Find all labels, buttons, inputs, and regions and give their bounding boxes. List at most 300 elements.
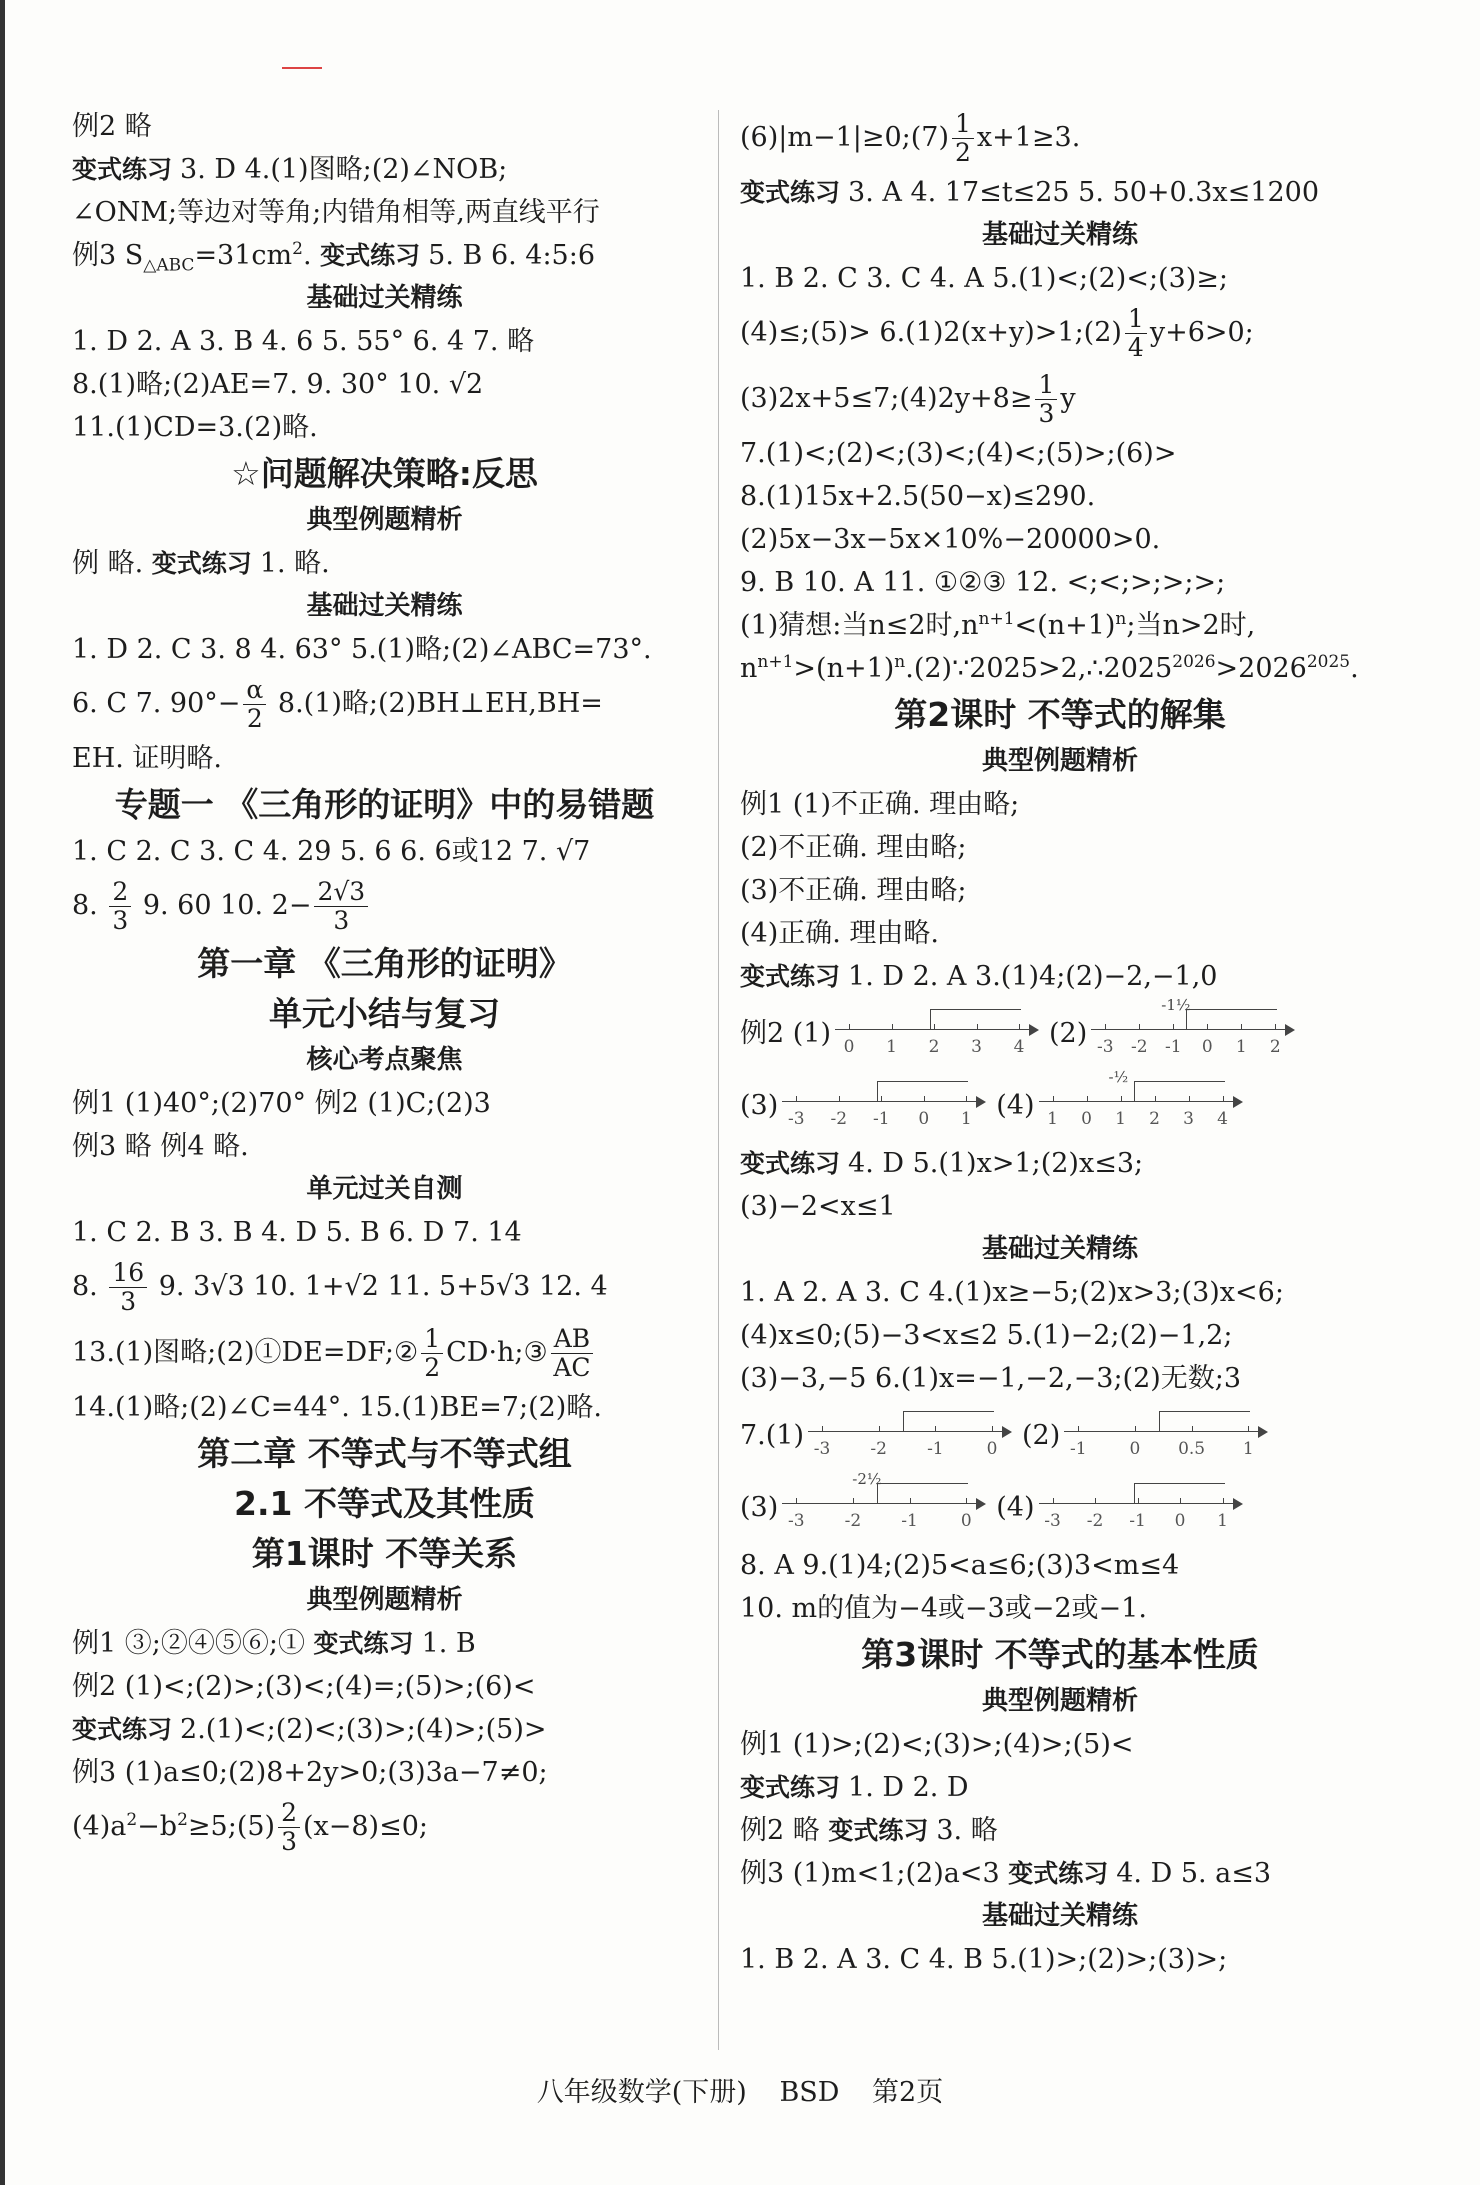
tick-mark (853, 1498, 854, 1504)
answer-line (740, 1067, 1380, 1142)
tick-mark (1139, 1024, 1140, 1030)
answer-text: 第2课时 不等式的解集 (894, 695, 1226, 734)
answer-text: 例3 (1)a≤0;(2)8+2y>0;(3)3a−7≠0; (72, 1757, 548, 1788)
tick-label: 0 (986, 1438, 998, 1459)
answer-text: 9. B 10. A 11. ①②③ 12. <;<;>;>;>; (740, 567, 1226, 598)
answer-line (72, 1320, 697, 1386)
answer-text: 1. D 2. A 3.(1)4;(2)−2,−1,0 (848, 961, 1218, 992)
answer-text: (4)a (72, 1811, 127, 1842)
exercise-label: 变式练习 (320, 241, 421, 270)
answer-text: 1. 略. (259, 548, 330, 579)
tick-label: 1 (960, 1108, 972, 1129)
exercise-label: 变式练习 (313, 1629, 414, 1658)
subsection-heading (740, 1895, 1380, 1938)
answer-text: <(n+1) (1014, 610, 1116, 641)
answer-text: >(n+1) (793, 653, 895, 684)
answer-text: . (1350, 653, 1359, 684)
answer-line (740, 432, 1380, 475)
denominator: 3 (281, 1827, 297, 1856)
answer-text: 1. B (421, 1628, 476, 1659)
fraction (109, 1259, 147, 1316)
answer-text: 例3 略 例4 略. (72, 1131, 249, 1162)
answer-text: (3)−2<x≤1 (740, 1191, 896, 1222)
arrow-icon (1233, 1498, 1243, 1510)
tick-label: 0 (1201, 1036, 1213, 1057)
number-line (1039, 1477, 1239, 1541)
answer-text: 8. (72, 890, 107, 921)
subsection-heading (740, 214, 1380, 257)
footer-edition: BSD (779, 2077, 840, 2108)
tick-label: -2 (844, 1510, 862, 1531)
answer-text: 2.1 不等式及其性质 (234, 1484, 535, 1523)
answer-text: 例2 略 (72, 111, 152, 142)
subsection-heading (72, 499, 697, 542)
answer-line (72, 191, 697, 234)
tick-label: 1 (1047, 1108, 1058, 1129)
answer-line (72, 671, 697, 737)
tick-label: -3 (787, 1108, 805, 1129)
tick-mark (822, 1426, 823, 1432)
exercise-label: 变式练习 (72, 1715, 173, 1744)
section-heading (72, 1429, 697, 1479)
tick-label: 0 (1081, 1108, 1092, 1129)
answer-line (740, 518, 1380, 561)
numerator: 2√3 (314, 878, 368, 907)
answer-line (740, 1852, 1380, 1895)
superscript: n+1 (978, 609, 1015, 629)
answer-text: 4. D 5.(1)x>1;(2)x≤3; (848, 1148, 1144, 1179)
tick-label: 0 (1174, 1510, 1186, 1531)
answer-line (740, 257, 1380, 300)
subsection-heading (72, 1168, 697, 1211)
fraction (1035, 371, 1057, 428)
tick-label: 2 (1269, 1036, 1281, 1057)
number-line (782, 1075, 982, 1139)
answer-text: 典型例题精析 (981, 1686, 1138, 1716)
answer-line (740, 604, 1380, 647)
answer-text: 例2 略 (740, 1815, 829, 1846)
answer-text: .(2)∵2025>2,∴2025 (905, 653, 1173, 684)
answer-text: y (1060, 383, 1076, 414)
number-line (1039, 1067, 1239, 1139)
tick-label: 0 (960, 1510, 972, 1531)
answer-text: 例3 S (72, 240, 144, 271)
answer-text: 基础过关精练 (306, 591, 463, 621)
answer-text: 6. C 7. 90°− (72, 688, 241, 719)
answer-line (740, 1400, 1380, 1472)
answer-line (72, 1794, 697, 1860)
tick-label: -1 (872, 1108, 890, 1129)
answer-line (740, 171, 1380, 214)
answer-line (72, 1665, 697, 1708)
answer-line (740, 1185, 1380, 1228)
answer-text: ∠ONM;等边对等角;内错角相等,两直线平行 (72, 197, 600, 228)
exercise-label: 变式练习 (740, 178, 841, 207)
tick-label: -1 (901, 1510, 918, 1531)
section-heading (740, 1630, 1380, 1680)
solution-bracket (877, 1081, 968, 1102)
answer-line (72, 1751, 697, 1794)
column-divider (718, 110, 719, 2050)
subsection-heading (740, 740, 1380, 783)
solution-bracket (1134, 1483, 1225, 1504)
superscript: 2 (292, 239, 303, 259)
solution-bracket (877, 1483, 968, 1504)
answer-line (740, 105, 1380, 171)
answer-line (72, 1254, 697, 1320)
tick-label: -2 (1086, 1510, 1104, 1531)
subsection-heading (72, 1039, 697, 1082)
tick-mark (1087, 1096, 1088, 1102)
tick-mark (1121, 1096, 1122, 1102)
arrow-icon (1029, 1024, 1039, 1036)
tick-label: -2 (1130, 1036, 1148, 1057)
tick-label: 1 (1235, 1036, 1247, 1057)
tick-label: 2 (928, 1036, 940, 1057)
tick-label: -1 (927, 1438, 944, 1459)
answer-text: x+1≥3. (976, 122, 1081, 153)
page-footer (0, 2070, 1480, 2109)
answer-text: 8.(1)15x+2.5(50−x)≤290. (740, 481, 1096, 512)
number-line (782, 1469, 982, 1541)
section-heading (72, 939, 697, 989)
answer-line (740, 300, 1380, 366)
answer-line (740, 1938, 1380, 1981)
answer-text: 1. A 2. A 3. C 4.(1)x≥−5;(2)x>3;(3)x<6; (740, 1277, 1284, 1308)
subscript: △ABC (143, 255, 195, 276)
subsection-heading (72, 1579, 697, 1622)
answer-line (72, 148, 697, 191)
numerator: 1 (1125, 305, 1147, 334)
answer-text: 7.(1) (740, 1420, 805, 1451)
solution-bracket (1186, 1009, 1277, 1030)
answer-text: −b (137, 1811, 178, 1842)
answer-text: 9. 60 10. 2− (134, 890, 312, 921)
denominator: 3 (1038, 399, 1055, 428)
tick-label: -2 (870, 1438, 887, 1459)
answer-text: (4)≤;(5)> 6.(1)2(x+y)>1;(2) (740, 317, 1122, 348)
tick-mark (796, 1096, 797, 1102)
superscript: 2 (177, 1810, 188, 1830)
answer-line (740, 869, 1380, 912)
answer-text: (3) (740, 1090, 779, 1121)
answer-text: 5. B 6. 4:5:6 (428, 240, 596, 271)
answer-line (72, 737, 697, 780)
solution-bracket (903, 1411, 994, 1432)
answer-text: 例1 (1)不正确. 理由略; (740, 789, 1020, 820)
answer-text: 13.(1)图略;(2)①DE=DF;② (72, 1337, 419, 1368)
number-line (835, 1003, 1035, 1067)
answer-text: 基础过关精练 (981, 1901, 1138, 1931)
answer-text: 11.(1)CD=3.(2)略. (72, 412, 318, 443)
fraction (109, 878, 131, 935)
tick-mark (849, 1024, 850, 1030)
numerator: 16 (109, 1259, 147, 1288)
denominator: 2 (424, 1353, 441, 1382)
right-column (740, 105, 1380, 1981)
superscript: n (894, 652, 906, 672)
arrow-icon (1233, 1096, 1243, 1108)
page-edge (0, 0, 5, 2185)
answer-line (72, 542, 697, 585)
answer-text: 1. D 2. D (848, 1772, 969, 1803)
fraction (278, 1799, 300, 1856)
subsection-heading (740, 1228, 1380, 1271)
denominator: 2 (246, 704, 263, 733)
answer-text: CD·h;③ (446, 1337, 548, 1368)
answer-text: n (740, 653, 758, 684)
answer-text: 8. A 9.(1)4;(2)5<a≤6;(3)3<m≤4 (740, 1550, 1180, 1581)
solution-bracket (930, 1009, 1021, 1030)
answer-text: 基础过关精练 (981, 1234, 1138, 1264)
tick-label: 1 (1115, 1108, 1126, 1129)
number-line (1091, 995, 1291, 1067)
number-line-annotation: -1½ (1161, 995, 1191, 1014)
number-line-annotation: -2½ (852, 1469, 882, 1488)
answer-text: 7.(1)<;(2)<;(3)<;(4)<;(5)>;(6)> (740, 438, 1177, 469)
section-heading (72, 989, 697, 1039)
subsection-heading (72, 277, 697, 320)
answer-text: 例2 (1)<;(2)>;(3)<;(4)=;(5)>;(6)< (72, 1671, 536, 1702)
answer-line (72, 1622, 697, 1665)
answer-text: (4)x≤0;(5)−3<x≤2 5.(1)−2;(2)−1,2; (740, 1320, 1233, 1351)
footer-subject: 八年级数学(下册) (536, 2077, 747, 2108)
answer-line (740, 1271, 1380, 1314)
answer-text: ≥5;(5) (187, 1811, 276, 1842)
section-heading (72, 1479, 697, 1529)
footer-page-number: 第2页 (872, 2077, 944, 2108)
numerator: AB (551, 1325, 593, 1354)
fraction (243, 676, 266, 733)
exercise-label: 变式练习 (740, 1773, 841, 1802)
exercise-label: 变式练习 (828, 1816, 929, 1845)
numerator: 1 (421, 1325, 443, 1354)
answer-line (740, 955, 1380, 998)
answer-text: 例1 (1)>;(2)<;(3)>;(4)>;(5)< (740, 1729, 1134, 1760)
fraction (314, 878, 368, 935)
answer-text: 10. m的值为−4或−3或−2或−1. (740, 1593, 1147, 1624)
answer-line (740, 1723, 1380, 1766)
answer-text: (4)正确. 理由略. (740, 918, 939, 949)
tick-label: -1 (1164, 1036, 1182, 1057)
answer-text: =31cm (194, 240, 293, 271)
answer-text: 8.(1)略;(2)AE=7. 9. 30° 10. √2 (72, 369, 484, 400)
section-heading (72, 449, 697, 499)
superscript: n (1115, 609, 1127, 629)
exercise-label: 变式练习 (151, 549, 252, 578)
answer-text: ☆问题解决策略:反思 (231, 454, 538, 493)
answer-text: 第3课时 不等式的基本性质 (861, 1635, 1259, 1674)
answer-text: 第二章 不等式与不等式组 (197, 1434, 572, 1473)
superscript: 2025 (1306, 652, 1351, 672)
answer-line (72, 406, 697, 449)
tick-label: 3 (971, 1036, 982, 1057)
answer-line (740, 783, 1380, 826)
denominator: 3 (112, 906, 129, 935)
answer-line (72, 1708, 697, 1751)
answer-text: 8.(1)略;(2)BH⊥EH,BH= (269, 688, 603, 719)
answer-text: (4) (996, 1492, 1035, 1523)
answer-line (72, 628, 697, 671)
numerator: 1 (1035, 371, 1057, 400)
answer-line (72, 105, 697, 148)
answer-text: (2) (1049, 1018, 1088, 1049)
tick-label: -3 (1096, 1036, 1114, 1057)
answer-line (740, 912, 1380, 955)
superscript: 2 (126, 1810, 138, 1830)
answer-text: 单元小结与复习 (269, 994, 500, 1033)
answer-line (72, 363, 697, 406)
answer-text: 1. C 2. C 3. C 4. 29 5. 6 6. 6或12 7. √7 (72, 836, 591, 867)
exercise-label: 变式练习 (740, 962, 841, 991)
tick-label: -3 (787, 1510, 805, 1531)
tick-mark (1135, 1426, 1136, 1432)
answer-text: (3)不正确. 理由略; (740, 875, 967, 906)
answer-line (72, 1082, 697, 1125)
answer-text: 例3 (1)m<1;(2)a<3 (740, 1858, 1009, 1889)
arrow-icon (1285, 1024, 1295, 1036)
answer-text: 核心考点聚焦 (306, 1045, 463, 1075)
tick-label: 0.5 (1178, 1438, 1206, 1459)
arrow-icon (976, 1498, 986, 1510)
tick-label: 1 (1217, 1510, 1228, 1531)
answer-line (740, 1314, 1380, 1357)
answer-line (740, 1357, 1380, 1400)
answer-text: (1)猜想:当n≤2时,n (740, 610, 979, 641)
numerator: 1 (952, 110, 974, 139)
answer-line (72, 234, 697, 277)
answer-text: 1. C 2. B 3. B 4. D 5. B 6. D 7. 14 (72, 1217, 522, 1248)
answer-text: 3. A 4. 17≤t≤25 5. 50+0.3x≤1200 (848, 177, 1319, 208)
numerator: 2 (278, 1799, 300, 1828)
answer-text: 1. B 2. A 3. C 4. B 5.(1)>;(2)>;(3)>; (740, 1944, 1228, 1975)
answer-text: 3. 略 (936, 1815, 998, 1846)
tick-label: -1 (1129, 1510, 1146, 1531)
answer-line (740, 1766, 1380, 1809)
section-heading (72, 780, 697, 830)
tick-label: -1 (1069, 1438, 1087, 1459)
answer-text: 1. D 2. C 3. 8 4. 63° 5.(1)略;(2)∠ABC=73°. (72, 634, 652, 665)
tick-mark (1053, 1096, 1054, 1102)
answer-text: 14.(1)略;(2)∠C=44°. 15.(1)BE=7;(2)略. (72, 1392, 602, 1423)
tick-mark (1105, 1024, 1106, 1030)
answer-line (740, 826, 1380, 869)
numerator: 2 (109, 878, 131, 907)
answer-text: 单元过关自测 (306, 1174, 463, 1204)
tick-mark (892, 1024, 893, 1030)
superscript: 2026 (1172, 652, 1216, 672)
tick-label: 1 (1242, 1438, 1254, 1459)
answer-line (72, 830, 697, 873)
tick-label: -2 (830, 1108, 848, 1129)
answer-line (740, 647, 1380, 690)
answer-line (72, 1386, 697, 1429)
answer-text: 第一章 《三角形的证明》 (197, 944, 572, 983)
denominator: 2 (955, 138, 971, 167)
answer-text: (2) (1022, 1420, 1061, 1451)
answer-text: 例2 (1) (740, 1018, 832, 1049)
answer-text: 4. D 5. a≤3 (1116, 1858, 1272, 1889)
denominator: 4 (1127, 333, 1144, 362)
exercise-label: 变式练习 (1008, 1859, 1109, 1888)
tick-mark (879, 1426, 880, 1432)
answer-text: (x−8)≤0; (302, 1811, 428, 1842)
answer-line (740, 475, 1380, 518)
answer-line (740, 1469, 1380, 1544)
tick-label: 0 (843, 1036, 855, 1057)
answer-text: (3) (740, 1492, 779, 1523)
answer-text: (3)−3,−5 6.(1)x=−1,−2,−3;(2)无数;3 (740, 1363, 1242, 1394)
fraction (551, 1325, 593, 1382)
numerator: α (243, 676, 266, 705)
answer-text: (4) (996, 1090, 1035, 1121)
exercise-label: 变式练习 (740, 1149, 841, 1178)
arrow-icon (1002, 1426, 1012, 1438)
tick-label: 0 (918, 1108, 930, 1129)
tick-label: 3 (1183, 1108, 1194, 1129)
section-heading (72, 1529, 697, 1579)
answer-text: 8. (72, 1271, 107, 1302)
denominator: AC (553, 1353, 591, 1382)
answer-line (740, 1544, 1380, 1587)
answer-line (740, 1142, 1380, 1185)
fraction (952, 110, 974, 167)
arrow-icon (1258, 1426, 1268, 1438)
answer-text: 3. D 4.(1)图略;(2)∠NOB; (180, 154, 508, 185)
subsection-heading (740, 1680, 1380, 1723)
answer-line (740, 1587, 1380, 1630)
left-column (72, 105, 697, 1860)
tick-label: 4 (1013, 1036, 1025, 1057)
answer-line (740, 561, 1380, 604)
answer-text: 典型例题精析 (981, 746, 1138, 776)
number-line (1064, 1405, 1264, 1469)
denominator: 3 (333, 906, 350, 935)
fraction (421, 1325, 443, 1382)
answer-text: . (302, 240, 321, 271)
answer-text: 例1 (1)40°;(2)70° 例2 (1)C;(2)3 (72, 1088, 491, 1119)
tick-label: 4 (1217, 1108, 1228, 1129)
answer-text: (3)2x+5≤7;(4)2y+8≥ (740, 383, 1033, 414)
exercise-label: 变式练习 (72, 155, 173, 184)
arrow-icon (976, 1096, 986, 1108)
tick-label: 0 (1129, 1438, 1141, 1459)
answer-line (72, 320, 697, 363)
answer-line (72, 1125, 697, 1168)
red-mark (282, 67, 322, 69)
answer-text: 典型例题精析 (306, 1585, 463, 1615)
solution-bracket (1134, 1081, 1225, 1102)
answer-line (72, 1211, 697, 1254)
tick-mark (1078, 1426, 1079, 1432)
answer-text: 2.(1)<;(2)<;(3)>;(4)>;(5)> (180, 1714, 547, 1745)
answer-text: 1. D 2. A 3. B 4. 6 5. 55° 6. 4 7. 略 (72, 326, 535, 357)
answer-text: 第1课时 不等关系 (251, 1534, 518, 1573)
answer-text: (2)不正确. 理由略; (740, 832, 967, 863)
tick-label: -3 (1044, 1510, 1061, 1531)
answer-text: >2026 (1215, 653, 1307, 684)
answer-text: 基础过关精练 (981, 220, 1138, 250)
answer-text: 基础过关精练 (306, 283, 463, 313)
answer-text: (6)|m−1|≥0;(7) (740, 122, 949, 153)
answer-line (740, 1809, 1380, 1852)
tick-mark (1095, 1498, 1096, 1504)
number-line (808, 1405, 1008, 1469)
answer-text: 9. 3√3 10. 1+√2 11. 5+5√3 12. 4 (150, 1271, 608, 1302)
tick-mark (796, 1498, 797, 1504)
answer-line (740, 995, 1380, 1070)
solution-bracket (1159, 1411, 1250, 1432)
